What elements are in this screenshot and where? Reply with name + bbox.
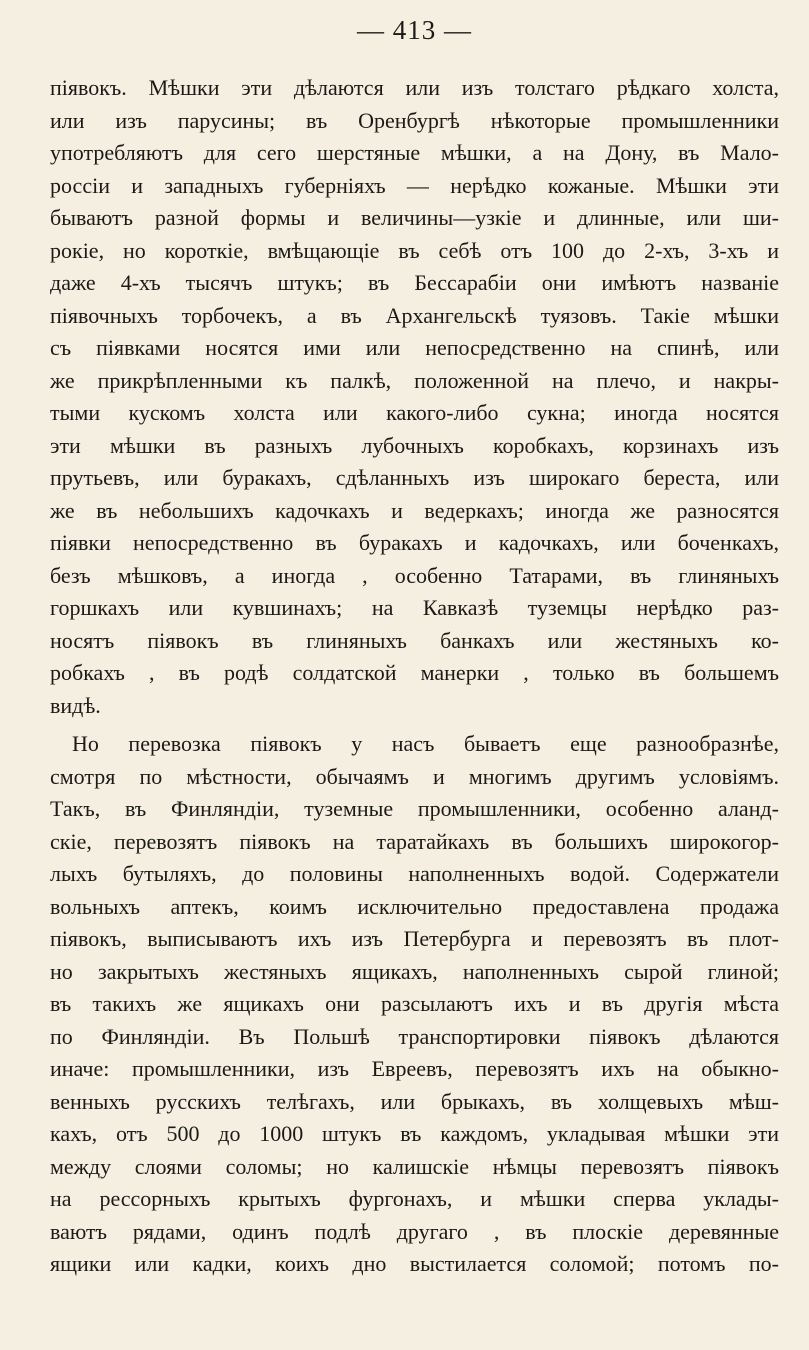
text-line: піявки непосредственно въ буракахъ и кадочкахъ, или боченкахъ, bbox=[50, 530, 779, 556]
text-line: тыми кускомъ холста или какого-либо сукна; иногда носятся bbox=[50, 400, 779, 426]
text-line: по Финляндіи. Въ Польшѣ транспортировки піявокъ дѣлаются bbox=[50, 1023, 779, 1049]
text-line: смотря по мѣстности, обычаямъ и многимъ другимъ условіямъ. bbox=[50, 763, 779, 789]
text-line: бываютъ разной формы и величины—узкіе и длинные, или ши- bbox=[50, 205, 779, 231]
paragraph-1 bbox=[50, 72, 779, 722]
page-number: — 413 — bbox=[357, 15, 472, 45]
text-line: видѣ. bbox=[50, 692, 101, 718]
text-line: ящики или кадки, коихъ дно выстилается соломой; потомъ по- bbox=[50, 1251, 779, 1277]
paragraph-2 bbox=[50, 728, 779, 1281]
text-line: кахъ, отъ 500 до 1000 штукъ въ каждомъ, укладывая мѣшки эти bbox=[50, 1121, 779, 1147]
text-line: на рессорныхъ крытыхъ фургонахъ, и мѣшки сперва уклады- bbox=[50, 1186, 779, 1212]
text-line: въ такихъ же ящикахъ они разсылаютъ ихъ и въ другія мѣста bbox=[50, 991, 779, 1017]
text-line: иначе: промышленники, изъ Евреевъ, перевозятъ ихъ на обыкно- bbox=[50, 1056, 779, 1082]
text-line: піявокъ, выписываютъ ихъ изъ Петербурга и перевозятъ въ плот- bbox=[50, 926, 779, 952]
text-line: робкахъ , въ родѣ солдатской манерки , только въ большемъ bbox=[50, 660, 779, 686]
text-line: съ піявками носятся ими или непосредственно на спинѣ, или bbox=[50, 335, 779, 361]
text-line: употребляютъ для сего шерстяные мѣшки, а на Дону, въ Мало- bbox=[50, 140, 779, 166]
text-line: россіи и западныхъ губерніяхъ — нерѣдко кожаные. Мѣшки эти bbox=[50, 172, 779, 198]
text-line: скіе, перевозятъ піявокъ на таратайкахъ въ большихъ широкогор- bbox=[50, 828, 779, 854]
text-line: рокіе, но короткіе, вмѣщающіе въ себѣ отъ 100 до 2-хъ, 3-хъ и bbox=[50, 237, 779, 263]
text-line: венныхъ русскихъ телѣгахъ, или брыкахъ, въ холщевыхъ мѣш- bbox=[50, 1088, 779, 1114]
text-line: Такъ, въ Финляндіи, туземные промышленники, особенно аланд- bbox=[50, 796, 779, 822]
text-line: горшкахъ или кувшинахъ; на Кавказѣ туземцы нерѣдко раз- bbox=[50, 595, 779, 621]
text-line: же прикрѣпленными къ палкѣ, положенной на плечо, и накры- bbox=[50, 367, 779, 393]
text-line: же въ небольшихъ кадочкахъ и ведеркахъ; иногда же разносятся bbox=[50, 497, 779, 523]
text-line: піявокъ. Мѣшки эти дѣлаются или изъ толстаго рѣдкаго холста, bbox=[50, 75, 779, 101]
text-line: піявочныхъ торбочекъ, а въ Архангельскѣ туязовъ. Такіе мѣшки bbox=[50, 302, 779, 328]
text-line: даже 4-хъ тысячъ штукъ; въ Бессарабіи они имѣютъ названіе bbox=[50, 270, 779, 296]
text-line: Но перевозка піявокъ у насъ бываетъ еще разнообразнѣе, bbox=[72, 731, 779, 757]
text-line: но закрытыхъ жестяныхъ ящикахъ, наполненныхъ сырой глиной; bbox=[50, 958, 779, 984]
text-line: безъ мѣшковъ, а иногда , особенно Татарами, въ глиняныхъ bbox=[50, 562, 779, 588]
text-line: ваютъ рядами, одинъ подлѣ другаго , въ плоскіе деревянные bbox=[50, 1218, 779, 1244]
text-line: вольныхъ аптекъ, коимъ исключительно предоставлена продажа bbox=[50, 893, 779, 919]
text-line: лыхъ бутыляхъ, до половины наполненныхъ водой. Содержатели bbox=[50, 861, 779, 887]
text-line: носятъ піявокъ въ глиняныхъ банкахъ или жестяныхъ ко- bbox=[50, 627, 779, 653]
text-line: или изъ парусины; въ Оренбургѣ нѣкоторые промышленники bbox=[50, 107, 779, 133]
text-line: прутьевъ, или буракахъ, сдѣланныхъ изъ широкаго береста, или bbox=[50, 465, 779, 491]
text-line: между слоями соломы; но калишскіе нѣмцы перевозятъ піявокъ bbox=[50, 1153, 779, 1179]
text-line: эти мѣшки въ разныхъ лубочныхъ коробкахъ, корзинахъ изъ bbox=[50, 432, 779, 458]
